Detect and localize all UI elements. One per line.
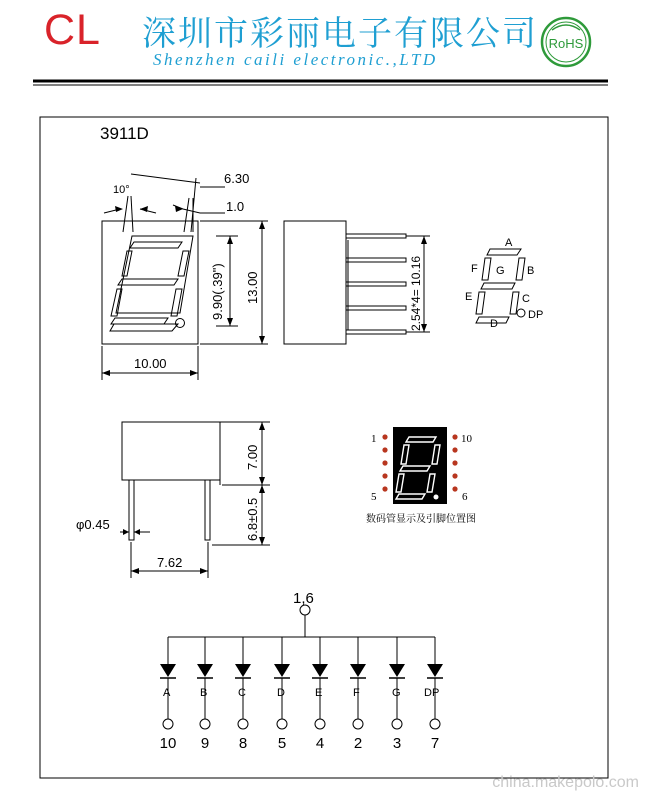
diode-g [389, 664, 405, 677]
diode-c [235, 664, 251, 677]
dim-digit-height: 9.90(.39") [210, 263, 225, 320]
rohs-label: RoHS [548, 36, 584, 51]
common-pin-label: 1,6 [293, 590, 314, 607]
diode-branch-c [235, 637, 251, 752]
pin-label-1: 1 [371, 433, 377, 445]
circuit-seg-label: D [277, 687, 285, 699]
seg-label-g: G [496, 265, 505, 277]
pin-terminal [200, 719, 210, 729]
company-name-en: Shenzhen caili electronic.,LTD [153, 50, 438, 69]
segment-diagram [476, 249, 525, 323]
rohs-badge [542, 18, 590, 66]
diode-branch-dp [424, 637, 443, 752]
circuit-branches [160, 637, 443, 752]
diode-branch-g [389, 637, 405, 752]
diode-b [197, 664, 213, 677]
dim-top: 6.30 [224, 171, 250, 186]
dim-pitch: 7.62 [157, 555, 183, 570]
circuit-seg-label: E [315, 687, 323, 699]
dim-pin-span: 2.54*4= 10.16 [409, 255, 423, 331]
diode-branch-a [160, 637, 177, 752]
seg-label-c: C [522, 293, 530, 305]
circuit-pin-number: 5 [277, 735, 287, 752]
diode-d [274, 664, 290, 677]
circuit-seg-label: B [200, 687, 208, 699]
pinout-diagram [382, 427, 457, 504]
seg-label-a: A [505, 237, 513, 249]
dim-pin-length: 6.8±0.5 [245, 497, 260, 541]
watermark: china.makepolo.com [492, 774, 639, 791]
pinout-caption: 数码管显示及引脚位置图 [366, 514, 476, 525]
diode-f [350, 664, 366, 677]
circuit-pin-number: 8 [238, 735, 248, 752]
diode-branch-e [312, 637, 328, 752]
diode-e [312, 664, 328, 677]
pin-label-10: 10 [461, 433, 472, 445]
circuit-pin-number: 9 [200, 735, 210, 752]
pin-label-6: 6 [462, 491, 468, 503]
pin-terminal [392, 719, 402, 729]
circuit-pin-number: 2 [353, 735, 363, 752]
seg-label-d: D [490, 318, 498, 330]
circuit-diagram [168, 605, 435, 637]
pin-label-5: 5 [371, 491, 377, 503]
circuit-pin-number: 7 [430, 735, 440, 752]
circuit-seg-label: F [353, 687, 360, 699]
dim-body-height: 7.00 [245, 444, 260, 470]
pin-terminal [430, 719, 440, 729]
diode-branch-d [274, 637, 290, 752]
pin-terminal [277, 719, 287, 729]
circuit-pin-number: 10 [159, 735, 177, 752]
pin-terminal [353, 719, 363, 729]
circuit-seg-label: A [163, 687, 171, 699]
seg-label-b: B [527, 265, 535, 277]
circuit-seg-label: C [238, 687, 246, 699]
circuit-seg-label: G [392, 687, 401, 699]
part-number: 3911D [100, 124, 149, 143]
diode-dp [427, 664, 443, 677]
seg-label-dp: DP [528, 309, 544, 321]
pin-terminal [238, 719, 248, 729]
diode-branch-f [350, 637, 366, 752]
pin-terminal [315, 719, 325, 729]
diode-branch-b [197, 637, 213, 752]
seg-label-f: F [471, 263, 478, 275]
dim-angle: 10° [113, 184, 130, 196]
dim-height: 13.00 [245, 271, 260, 304]
circuit-seg-label: DP [424, 687, 440, 699]
pin-terminal [163, 719, 173, 729]
company-name-cn: 深圳市彩丽电子有限公司 [142, 14, 538, 54]
circuit-pin-number: 4 [315, 735, 325, 752]
dim-width: 10.00 [134, 356, 167, 371]
diode-a [160, 664, 176, 677]
seg-label-e: E [465, 291, 473, 303]
circuit-pin-number: 3 [392, 735, 402, 752]
company-logo: CL [44, 6, 101, 54]
bottom-view-arrows [123, 422, 265, 574]
dim-stroke: 1.0 [226, 199, 245, 214]
dim-pin-diameter: φ0.45 [76, 517, 110, 532]
